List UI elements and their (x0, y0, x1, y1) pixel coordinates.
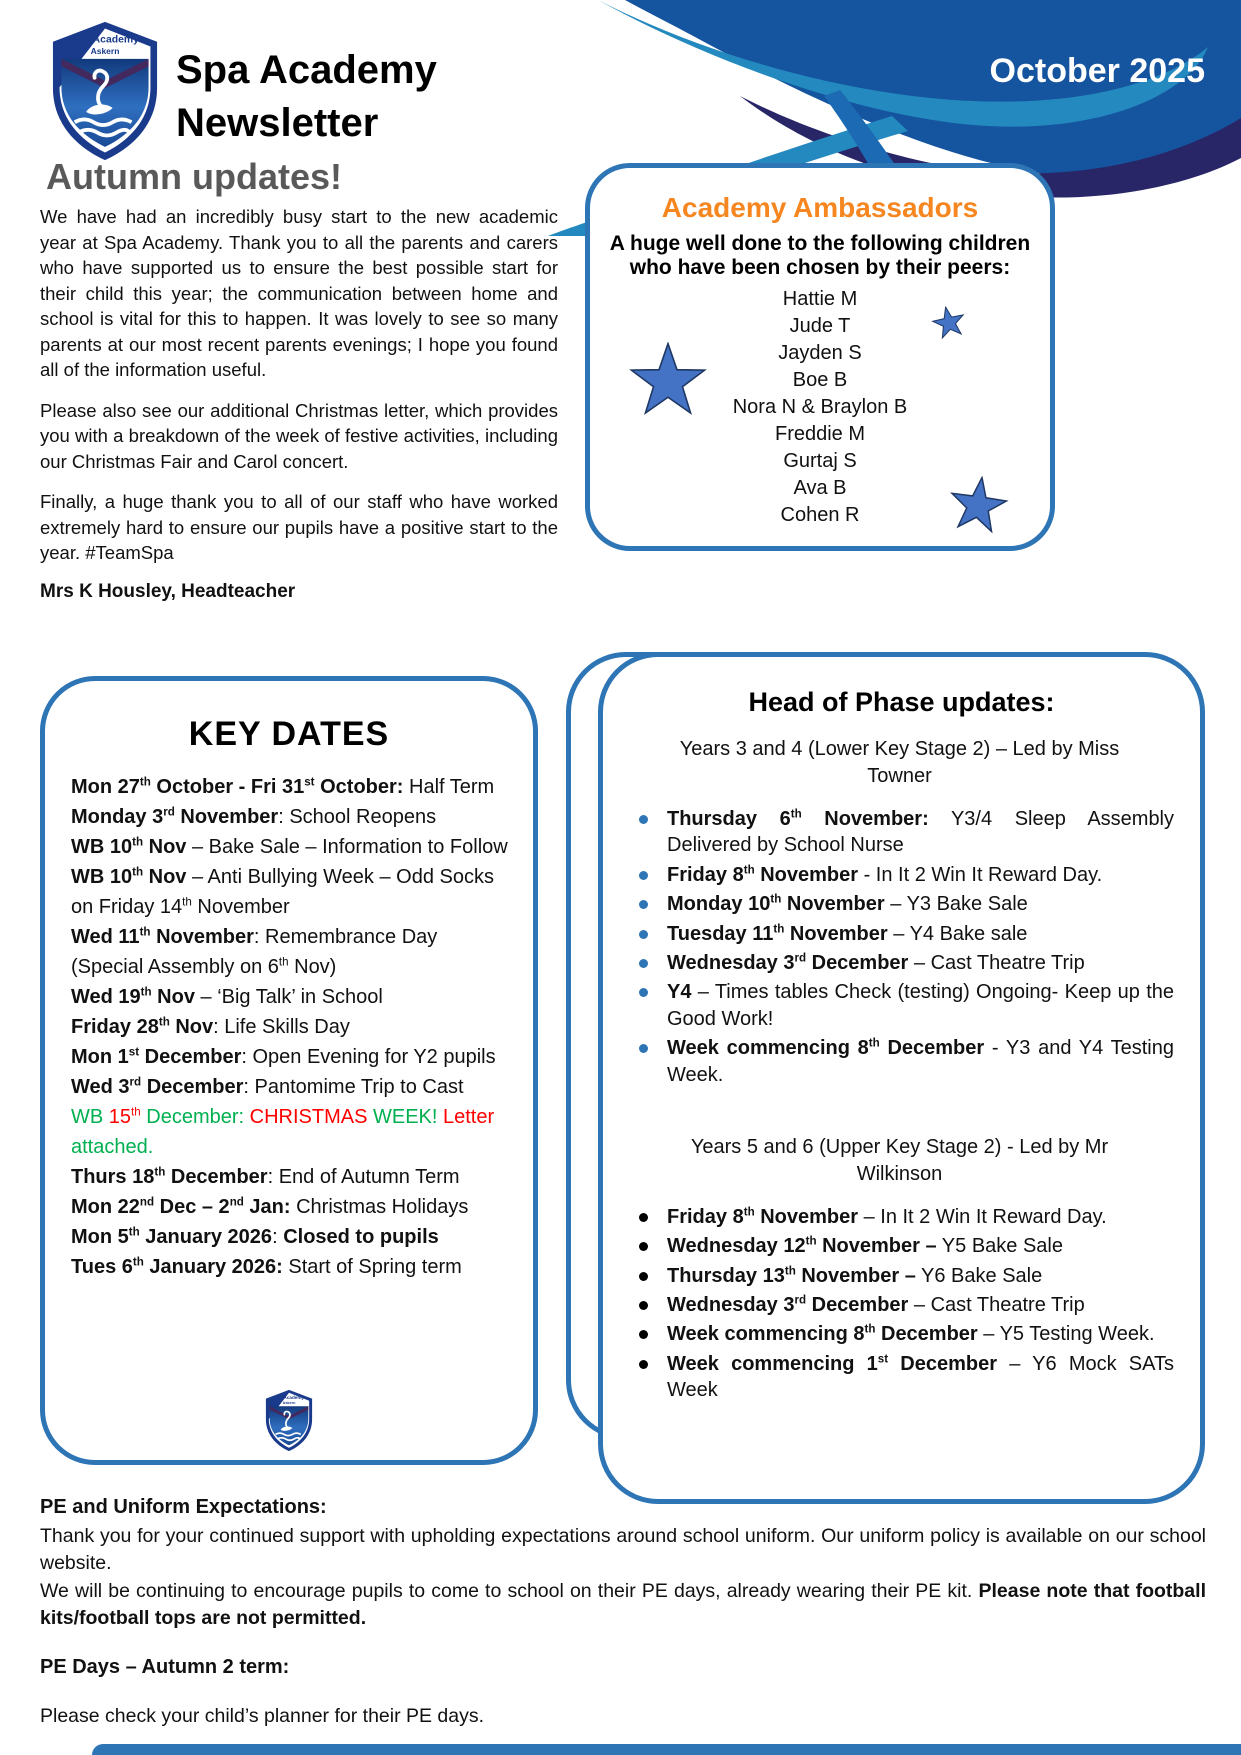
key-date-entry: Wed 3rd December: Pantomime Trip to Cast (71, 1075, 464, 1098)
ambassador-name: Jude T (789, 315, 851, 337)
ambassadors-subtitle: A huge well done to the following children who have been chosen by their peers: (609, 232, 1031, 279)
phase-item: Wednesday 3rd December – Cast Theatre Trip (625, 1292, 1174, 1318)
key-dates-list (71, 772, 515, 1282)
intro-paragraphs (40, 204, 558, 566)
ambassador-name: Jayden S (778, 342, 862, 364)
key-date-entry: Mon 27th October - Fri 31st October: Half Term (71, 775, 495, 798)
key-date-entry: Wed 11th November: Remembrance Day (Special Assembly on 6th Nov) (71, 925, 438, 978)
key-date-entry: Thurs 18th December: End of Autumn Term (71, 1165, 460, 1188)
head-of-phase-box (598, 652, 1205, 1504)
phase-group (625, 1134, 1174, 1404)
newsletter-title (176, 44, 437, 150)
key-date-entry: WB 10th Nov – Bake Sale – Information to Follow (71, 835, 508, 858)
key-date-entry: Wed 19th Nov – ‘Big Talk’ in School (71, 985, 383, 1008)
key-date-entry: Mon 5th January 2026: Closed to pupils (71, 1225, 439, 1248)
pe-days-note: Please check your child’s planner for their PE days. (40, 1705, 485, 1728)
phase-item: Thursday 13th November – Y6 Bake Sale (625, 1263, 1174, 1289)
phase-item: Friday 8th November – In It 2 Win It Reward Day. (625, 1204, 1174, 1230)
phase-item: Y4 – Times tables Check (testing) Ongoing- Keep up the Good Work! (625, 979, 1174, 1032)
pe-days-heading: PE Days – Autumn 2 term: (40, 1656, 290, 1679)
key-date-entry: WB 10th Nov – Anti Bullying Week – Odd Socks on Friday 14th November (71, 865, 494, 918)
ambassador-name: Cohen R (780, 504, 860, 526)
key-date-entry: Friday 28th Nov: Life Skills Day (71, 1015, 350, 1038)
ambassador-name: Boe B (792, 369, 848, 391)
uniform-paragraph-2: We will be continuing to encourage pupils to come to school on their PE days, already wearing their PE kit. Please note that football kits/football tops are not permitted. (40, 1579, 1206, 1629)
uniform-paragraph-1: Thank you for your continued support with upholding expectations around school uniform. Our uniform policy is available on our school website. (40, 1525, 1206, 1575)
star-icon (944, 472, 1012, 540)
key-date-entry: Monday 3rd November: School Reopens (71, 805, 437, 828)
ambassador-name: Ava B (793, 477, 847, 499)
ambassador-name: Gurtaj S (783, 450, 857, 472)
key-dates-box (40, 676, 538, 1465)
phase-item: Wednesday 12th November – Y5 Bake Sale (625, 1233, 1174, 1259)
phase-item: Week commencing 1st December – Y6 Mock SATs Week (625, 1351, 1174, 1404)
issue-date: October 2025 (989, 52, 1205, 90)
intro-section (40, 204, 558, 603)
key-dates-title: KEY DATES (188, 715, 390, 753)
phase-item: Week commencing 8th December - Y3 and Y4 Testing Week. (625, 1035, 1174, 1088)
phase-group (625, 736, 1174, 1088)
key-date-entry: Tues 6th January 2026: Start of Spring term (71, 1255, 462, 1278)
phase-group-heading: Years 5 and 6 (Upper Key Stage 2) - Led by Mr Wilkinson (690, 1135, 1109, 1185)
uniform-expectations-heading: PE and Uniform Expectations: (40, 1496, 327, 1518)
headteacher-signature: Mrs K Housley, Headteacher (40, 580, 296, 602)
ambassador-name: Nora N & Braylon B (732, 396, 908, 418)
hop-groups (625, 736, 1174, 1404)
ambassador-name: Freddie M (774, 423, 866, 445)
phase-item: Tuesday 11th November – Y4 Bake sale (625, 921, 1174, 947)
phase-item: Wednesday 3rd December – Cast Theatre Trip (625, 950, 1174, 976)
newsletter-title-line1: Spa Academy (176, 48, 437, 92)
key-date-entry: Mon 1st December: Open Evening for Y2 pupils (71, 1045, 496, 1068)
intro-paragraph: Finally, a huge thank you to all of our staff who have worked extremely hard to ensure our pupils have a positive start to the year. #TeamSpa (40, 491, 558, 564)
star-icon (929, 303, 969, 343)
bottom-divider-bar (92, 1744, 1241, 1755)
school-logo-icon (44, 20, 166, 162)
ambassadors-title: Academy Ambassadors (661, 192, 979, 223)
footer-section (40, 1496, 1206, 1728)
phase-item: Monday 10th November – Y3 Bake Sale (625, 891, 1174, 917)
phase-item: Friday 8th November - In It 2 Win It Reward Day. (625, 862, 1174, 888)
phase-item-list (625, 1204, 1174, 1404)
section-heading-autumn-updates: Autumn updates! (46, 156, 342, 197)
phase-item: Week commencing 8th December – Y5 Testing Week. (625, 1321, 1174, 1347)
intro-paragraph: We have had an incredibly busy start to the new academic year at Spa Academy. Thank you to all the parents and carers who have supported us to ensure the best possible start for their child this year; the communication between home and school is vital for this to happen. It was lovely to see so many parents at our most recent parents evenings; I hope you found all of the information useful. (40, 206, 558, 381)
phase-item: Thursday 6th November: Y3/4 Sleep Assembly Delivered by School Nurse (625, 806, 1174, 859)
intro-paragraph: Please also see our additional Christmas letter, which provides you with a breakdown of the week of festive activities, including our Christmas Fair and Carol concert. (40, 399, 558, 472)
phase-item-list (625, 806, 1174, 1088)
phase-group-heading: Years 3 and 4 (Lower Key Stage 2) – Led by Miss Towner (679, 738, 1120, 787)
school-logo-small-icon (262, 1389, 316, 1452)
key-date-entry: WB 15th December: CHRISTMAS WEEK! Letter attached. (71, 1105, 495, 1158)
star-icon (628, 342, 708, 422)
head-of-phase-title: Head of Phase updates: (748, 687, 1055, 717)
newsletter-title-line2: Newsletter (176, 100, 379, 145)
ambassador-name: Hattie M (782, 288, 858, 310)
key-date-entry: Mon 22nd Dec – 2nd Jan: Christmas Holidays (71, 1195, 469, 1218)
